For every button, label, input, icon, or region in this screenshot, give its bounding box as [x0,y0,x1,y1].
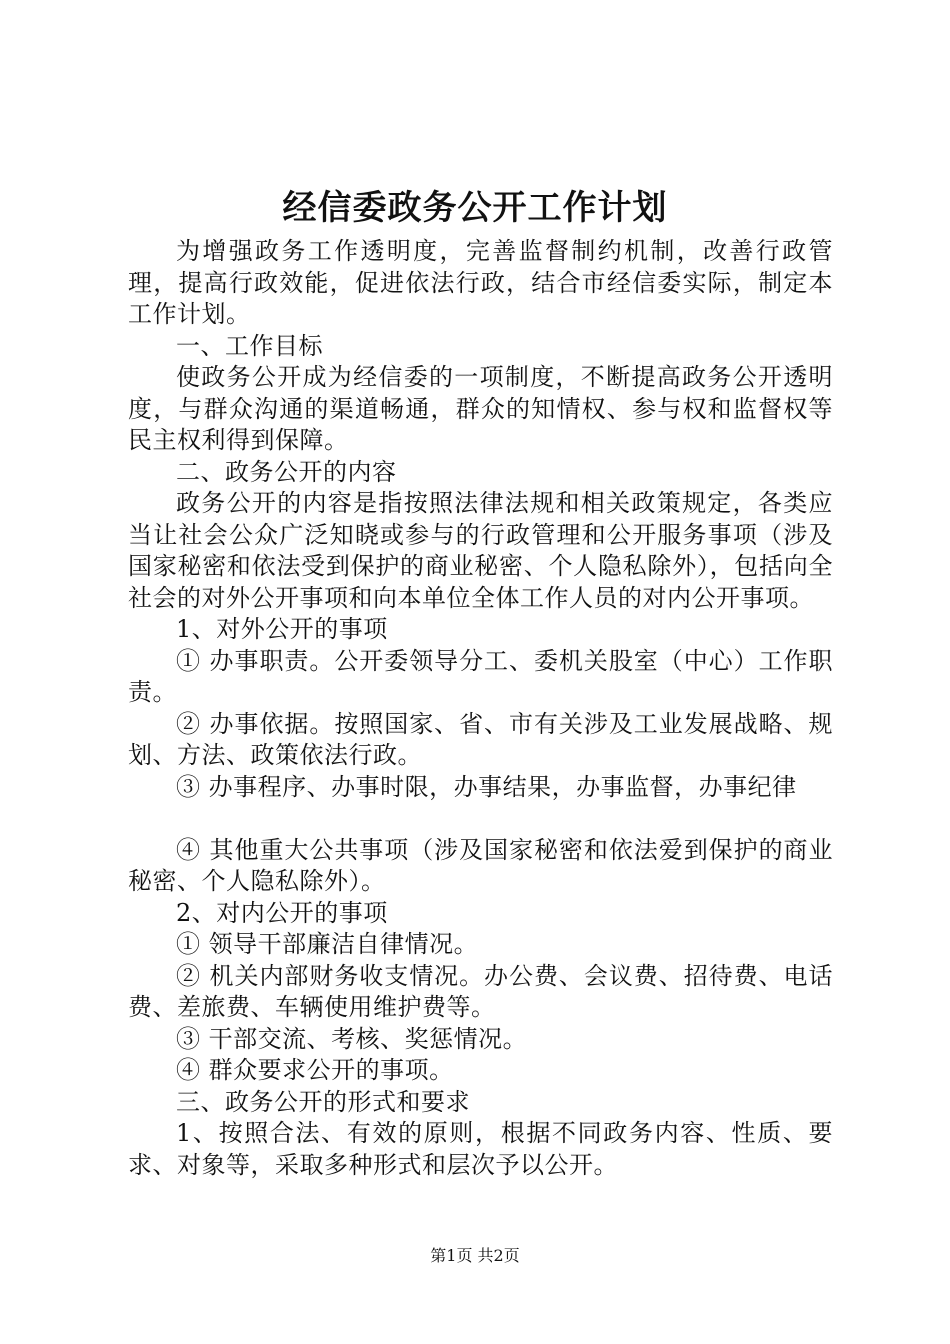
list-item-internal-2: ② 机关内部财务收支情况。办公费、会议费、招待费、电话费、差旅费、车辆使用维护费等。 [128,961,833,1021]
heading-work-goals: 一、工作目标 [176,331,323,360]
paragraph-intro: 为增强政务工作透明度，完善监督制约机制，改善行政管理，提高行政效能，促进依法行政，结合市经信委实际，制定本工作计划。 [128,237,833,328]
paragraph-goals: 使政务公开成为经信委的一项制度，不断提高政务公开透明度，与群众沟通的渠道畅通，群众的知情权、参与权和监督权等民主权利得到保障。 [128,363,833,454]
list-item-external-2: ② 办事依据。按照国家、省、市有关涉及工业发展战略、规划、方法、政策依法行政。 [128,709,833,769]
document-title: 经信委政务公开工作计划 [282,188,668,228]
subheading-internal: 2、对内公开的事项 [176,898,388,927]
list-item-internal-3: ③ 干部交流、考核、奖惩情况。 [176,1024,528,1053]
list-item-internal-4: ④ 群众要求公开的事项。 [176,1056,454,1084]
list-item-external-3: ③ 办事程序、办事时限，办事结果，办事监督，办事纪律 [176,772,797,801]
page-footer: 第1页 共2页 [430,1246,520,1265]
blank-line [128,803,833,835]
list-item-external-1: ① 办事职责。公开委领导分工、委机关股室（中心）工作职责。 [128,646,833,706]
list-item-internal-1: ① 领导干部廉洁自律情况。 [176,930,479,958]
list-item-external-4: ④ 其他重大公共事项（涉及国家秘密和依法爱到保护的商业秘密、个人隐私除外）。 [128,835,833,895]
paragraph-content: 政务公开的内容是指按照法律法规和相关政策规定，各类应当让社会公众广泛知晓或参与的行政管理和公开服务事项（涉及国家秘密和依法受到保护的商业秘密、个人隐私除外），包括向全社会的对外公开事项和向本单位全体工作人员的对内公开事项。 [128,489,833,612]
paragraph-forms-1: 1、按照合法、有效的原则，根据不同政务内容、性质、要求、对象等，采取多种形式和层次予以公开。 [128,1119,833,1179]
heading-forms: 三、政务公开的形式和要求 [176,1087,470,1116]
heading-content: 二、政务公开的内容 [176,457,397,486]
document-body [128,236,833,1181]
subheading-external: 1、对外公开的事项 [176,615,388,643]
